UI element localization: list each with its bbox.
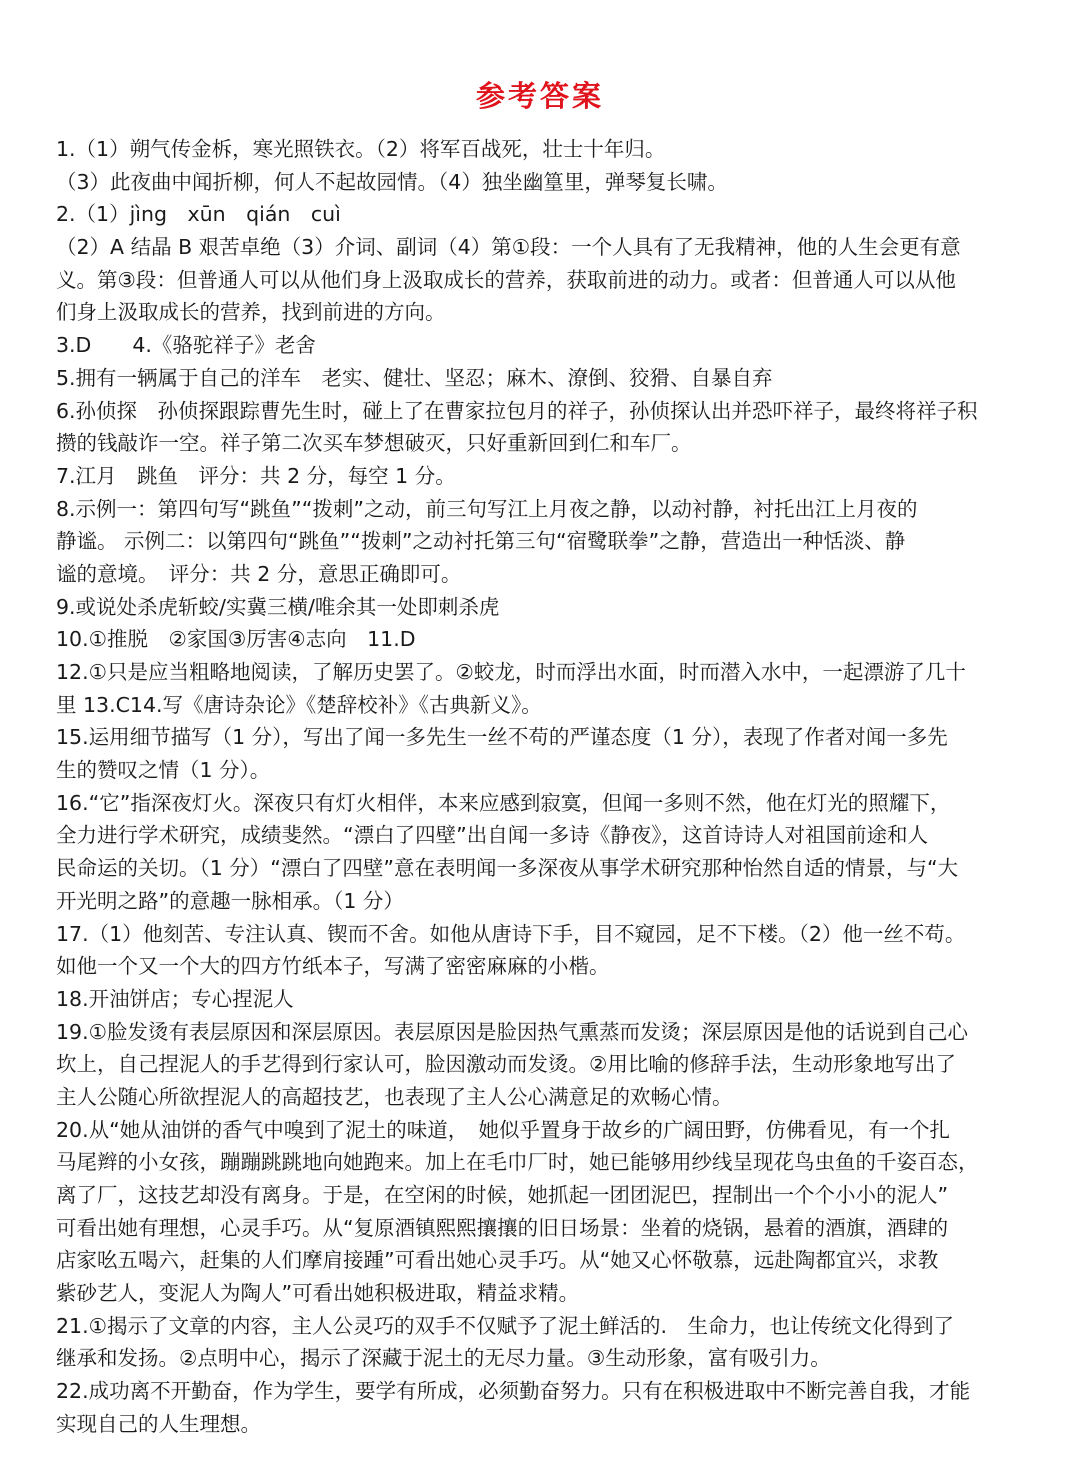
answer-line: 民命运的关切。（1 分）“漂白了四壁”意在表明闻一多深夜从事学术研究那种怡然自适的情景，与“大 bbox=[56, 856, 959, 881]
answer-line: 主人公随心所欲捏泥人的高超技艺，也表现了主人公心满意足的欢畅心情。 bbox=[56, 1084, 733, 1109]
answer-line: 全力进行学术研究，成绩斐然。“漂白了四壁”出自闻一多诗《静夜》，这首诗诗人对祖国前途和人 bbox=[56, 823, 928, 848]
answer-line: 马尾辫的小女孩，蹦蹦跳跳地向她跑来。加上在毛巾厂时，她已能够用纱线呈现花鸟虫鱼的千姿百态， bbox=[56, 1150, 979, 1175]
answer-line: 7.江月 跳鱼 评分：共 2 分，每空 1 分。 bbox=[56, 463, 456, 488]
answer-line: 20.从“她从油饼的香气中嗅到了泥土的味道， 她似乎置身于故乡的广阔田野，仿佛看见，有一个扎 bbox=[56, 1117, 950, 1142]
answer-line: 里 13.C14.写《唐诗杂论》《楚辞校补》《古典新义》。 bbox=[56, 692, 542, 717]
answer-line: 紫砂艺人，变泥人为陶人”可看出她积极进取，精益求精。 bbox=[56, 1281, 580, 1306]
answer-line: 开光明之路”的意趣一脉相承。（1 分） bbox=[56, 888, 404, 913]
answer-line: 12.①只是应当粗略地阅读，了解历史罢了。②蛟龙，时而浮出水面，时而潜入水中，一起漂游了几十 bbox=[56, 660, 966, 684]
answer-line: 离了厂，这技艺却没有离身。于是，在空闲的时候，她抓起一团团泥巴，捏制出一个个小小的泥人” bbox=[56, 1183, 949, 1207]
answer-line: 15.运用细节描写（1 分），写出了闻一多先生一丝不苟的严谨态度（1 分），表现了作者对闻一多先 bbox=[56, 725, 948, 750]
answer-line: 18.开油饼店；专心捏泥人 bbox=[56, 986, 294, 1011]
answer-line: （2）A 结晶 B 艰苦卓绝（3）介词、副词（4）第①段：一个人具有了无我精神，他的人生会更有意 bbox=[56, 235, 961, 260]
answer-line: 17.（1）他刻苦、专注认真、锲而不舍。如他从唐诗下手，目不窥园，足不下楼。（2）他一丝不苟。 bbox=[56, 921, 966, 946]
answer-line: 3.D 4.《骆驼祥子》老舍 bbox=[56, 333, 316, 358]
answer-line: 可看出她有理想，心灵手巧。从“复原酒镇熙熙攘攘的旧日场景：坐着的烧锅，悬着的酒旗，酒肆的 bbox=[56, 1215, 949, 1240]
answer-line: 10.①推脱 ②家国③厉害④志向 11.D bbox=[56, 627, 416, 652]
answer-line: 如他一个又一个大的四方竹纸本子，写满了密密麻麻的小楷。 bbox=[56, 954, 610, 979]
answer-line: 6.孙侦探 孙侦探跟踪曹先生时，碰上了在曹家拉包月的祥子，孙侦探认出并恐吓祥子，最终将祥子积 bbox=[56, 398, 978, 423]
answer-line: 们身上汲取成长的营养，找到前进的方向。 bbox=[56, 300, 446, 325]
answer-line: 19.①脸发烫有表层原因和深层原因。表层原因是脸因热气熏蒸而发烫；深层原因是他的话说到自己心 bbox=[56, 1019, 968, 1044]
answer-line: 16.“它”指深夜灯火。深夜只有灯火相伴，本来应感到寂寞，但闻一多则不然，他在灯光的照耀下， bbox=[56, 790, 951, 815]
answer-line: 坎上，自己捏泥人的手艺得到行家认可，脸因激动而发烫。②用比喻的修辞手法，生动形象地写出了 bbox=[56, 1052, 956, 1077]
answer-line: 店家吆五喝六，赶集的人们摩肩接踵”可看出她心灵手巧。从“她又心怀敬慕，远赴陶都宜兴，求教 bbox=[56, 1248, 939, 1273]
answer-line: 谧的意境。 评分：共 2 分，意思正确即可。 bbox=[56, 561, 462, 586]
answer-line: 1.（1）朔气传金柝，寒光照铁衣。（2）将军百战死，壮士十年归。 bbox=[56, 137, 666, 161]
answer-line: 继承和发扬。②点明中心，揭示了深藏于泥土的无尽力量。③生动形象，富有吸引力。 bbox=[56, 1346, 831, 1371]
answer-line: 9.或说处杀虎斩蛟/实冀三横/唯余其一处即刺杀虎 bbox=[56, 594, 500, 619]
answer-line: 8.示例一：第四句写“跳鱼”“拨刺”之动，前三句写江上月夜之静，以动衬静，衬托出江上月夜的 bbox=[56, 496, 918, 521]
answer-line: 义。第③段：但普通人可以从他们身上汲取成长的营养，获取前进的动力。或者：但普通人可以从他 bbox=[56, 267, 956, 292]
answer-line: 静谧。 示例二：以第四句“跳鱼”“拨刺”之动衬托第三句“宿鹭联拳”之静，营造出一种恬淡、静 bbox=[56, 529, 906, 554]
answer-content bbox=[56, 133, 1028, 1441]
answer-line: 实现自己的人生理想。 bbox=[56, 1411, 261, 1436]
answer-line: 生的赞叹之情（1 分）。 bbox=[56, 758, 271, 783]
answer-line: 攒的钱敲诈一空。祥子第二次买车梦想破灭，只好重新回到仁和车厂。 bbox=[56, 431, 692, 456]
answer-line: 5.拥有一辆属于自己的洋车 老实、健壮、坚忍；麻木、潦倒、狡猾、自暴自弃 bbox=[56, 365, 773, 390]
answer-line: 21.①揭示了文章的内容，主人公灵巧的双手不仅赋予了泥土鲜活的. 生命力，也让传统文化得到了 bbox=[56, 1313, 954, 1338]
answer-line: （3）此夜曲中闻折柳，何人不起故园情。（4）独坐幽篁里，弹琴复长啸。 bbox=[56, 169, 728, 194]
answer-line: 2.（1）jìng xūn qián cuì bbox=[56, 202, 341, 227]
page-title: 参考答案 bbox=[475, 79, 604, 113]
answer-line: 22.成功离不开勤奋，作为学生，要学有所成，必须勤奋努力。只有在积极进取中不断完善自我，才能 bbox=[56, 1379, 971, 1404]
